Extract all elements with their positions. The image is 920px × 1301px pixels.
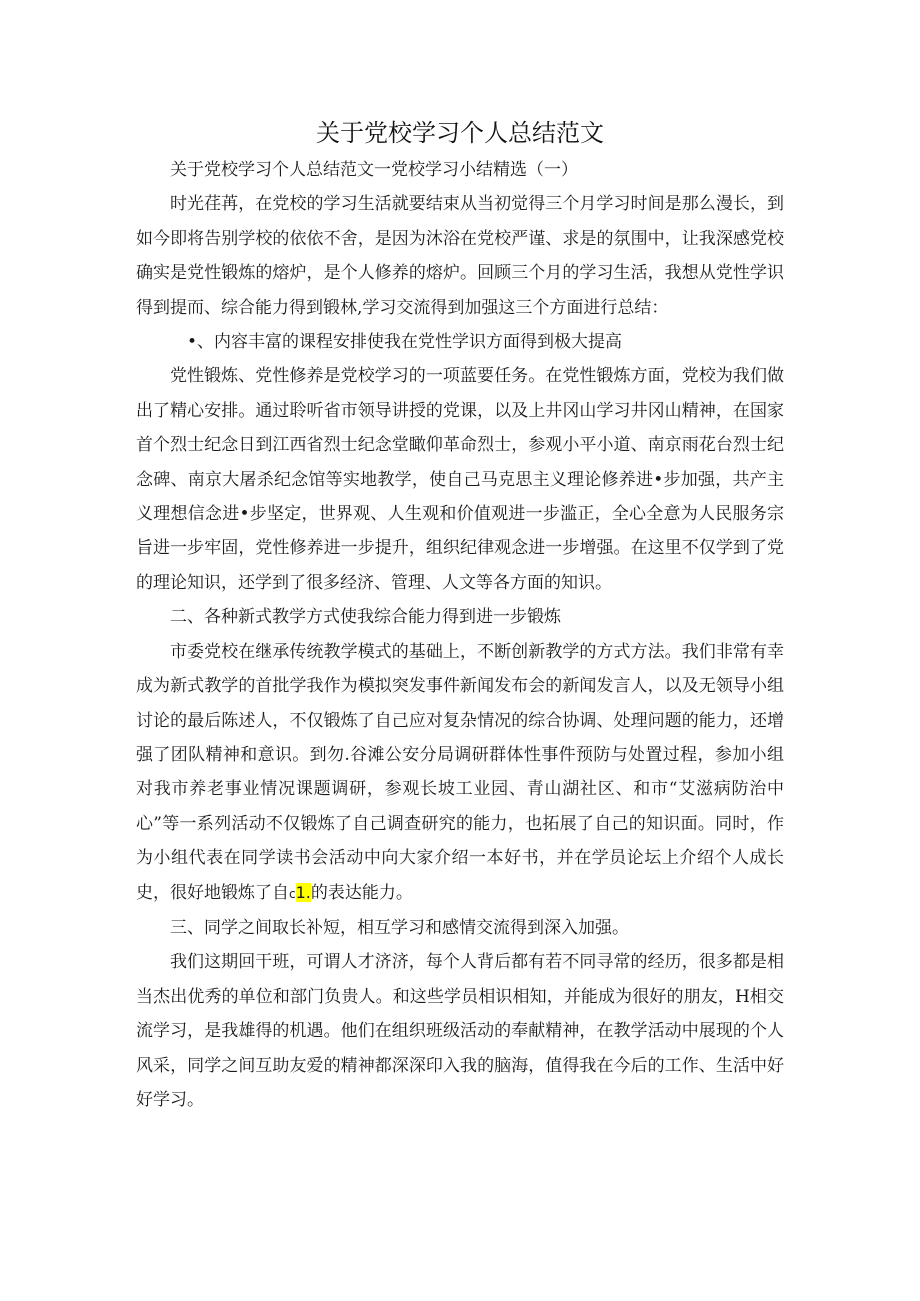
section-3-paragraph: 我们这期回干班，可谓人才济济，每个人背后都有若不同寻常的经历，很多都是相当杰出优秀的单位和部门负贵人。和这些学员相识相知，并能成为很好的朋友，H相交流学习，是我雄得的机遇。他们在组织班级活动的奉献精神，在教学活动中展现的个人风采，同学之间互助友爱的精神都深深印入我的脑海，值得我在今后的工作、生活中好好学习。 bbox=[136, 952, 784, 1110]
section-1-heading: •、内容丰富的课程安排使我在党性学识方面得到极大提高 bbox=[187, 332, 623, 353]
section-1-paragraph: 党性锻炼、党性修养是党校学习的一项蓝要任务。在党性锻炼方面，党校为我们做出了精心安排。通过聆听省市领导讲授的党课，以及上井冈山学习井冈山精神，在国家首个烈士纪念日到江西省烈士纪念堂瞰仰革命烈士，参观小平小道、南京雨花台烈士纪念碑、南京大屠杀纪念馆等实地教学，使自己马克思主义理论修养进•步加强，共产主义理想信念进•步坚定，世界观、人生观和价值观进一步滥正，全心全意为人民服务宗旨进一步牢固，党性修养进一步提升，组织纪律观念进一步增强。在这里不仅学到了党的理论知识，还学到了很多经济、管理、人文等各方面的知识。 bbox=[136, 366, 784, 593]
section-2-text-after: 的表达能力。 bbox=[310, 882, 413, 903]
section-2-heading: 二、各种新式教学方式使我综合能力得到进一步锻炼 bbox=[170, 607, 561, 628]
section-3-heading: 三、同学之间取长补短，相互学习和感情交流得到深入加强。 bbox=[170, 917, 629, 938]
document-body bbox=[136, 153, 784, 1117]
intro-paragraph: 时光荏苒，在党校的学习生活就要结束从当初觉得三个月学习时间是那么漫长，到如今即将告别学校的依依不舍，是因为沐浴在党校严谨、求是的氛围中，让我深感党校确实是党性锻炼的熔炉，是个人修养的熔炉。回顾三个月的学习生活，我想从党性学识得到提而、综合能力得到锻林,学习交流得到加强这三个方面进行总结： bbox=[136, 194, 784, 318]
document-subtitle: 关于党校学习个人总结范文一党校学习小结精选（一） bbox=[170, 160, 578, 180]
section-2-small-c: c bbox=[289, 886, 296, 901]
section-2-paragraph bbox=[136, 635, 784, 911]
highlighted-mark: 1. bbox=[295, 882, 311, 902]
section-2-text-before: 市委党校在继承传统教学模式的基础上，不断创新教学的方式方法。我们非常有幸成为新式教学的首批学我作为模拟突发事件新闻发布会的新闻发言人，以及无领导小组讨论的最后陈述人，不仅锻炼了自己应对复杂情况的综合协调、处理问题的能力，还增强了团队精神和意识。到勿.谷滩公安分局调研群体性事件预防与处置过程，参加小组对我市养老事业情况课题调研，参观长坡工业园、青山湖社区、和市“艾滋病防治中心”等一系列活动不仅锻炼了自己调查研究的能力，也拓展了自己的知识面。同时，作为小组代表在同学读书会活动中向大家介绍一本好书，并在学员论坛上介绍个人成长史，很好地锻炼了自 bbox=[136, 641, 784, 903]
document-title: 关于党校学习个人总结范文 bbox=[316, 119, 604, 147]
